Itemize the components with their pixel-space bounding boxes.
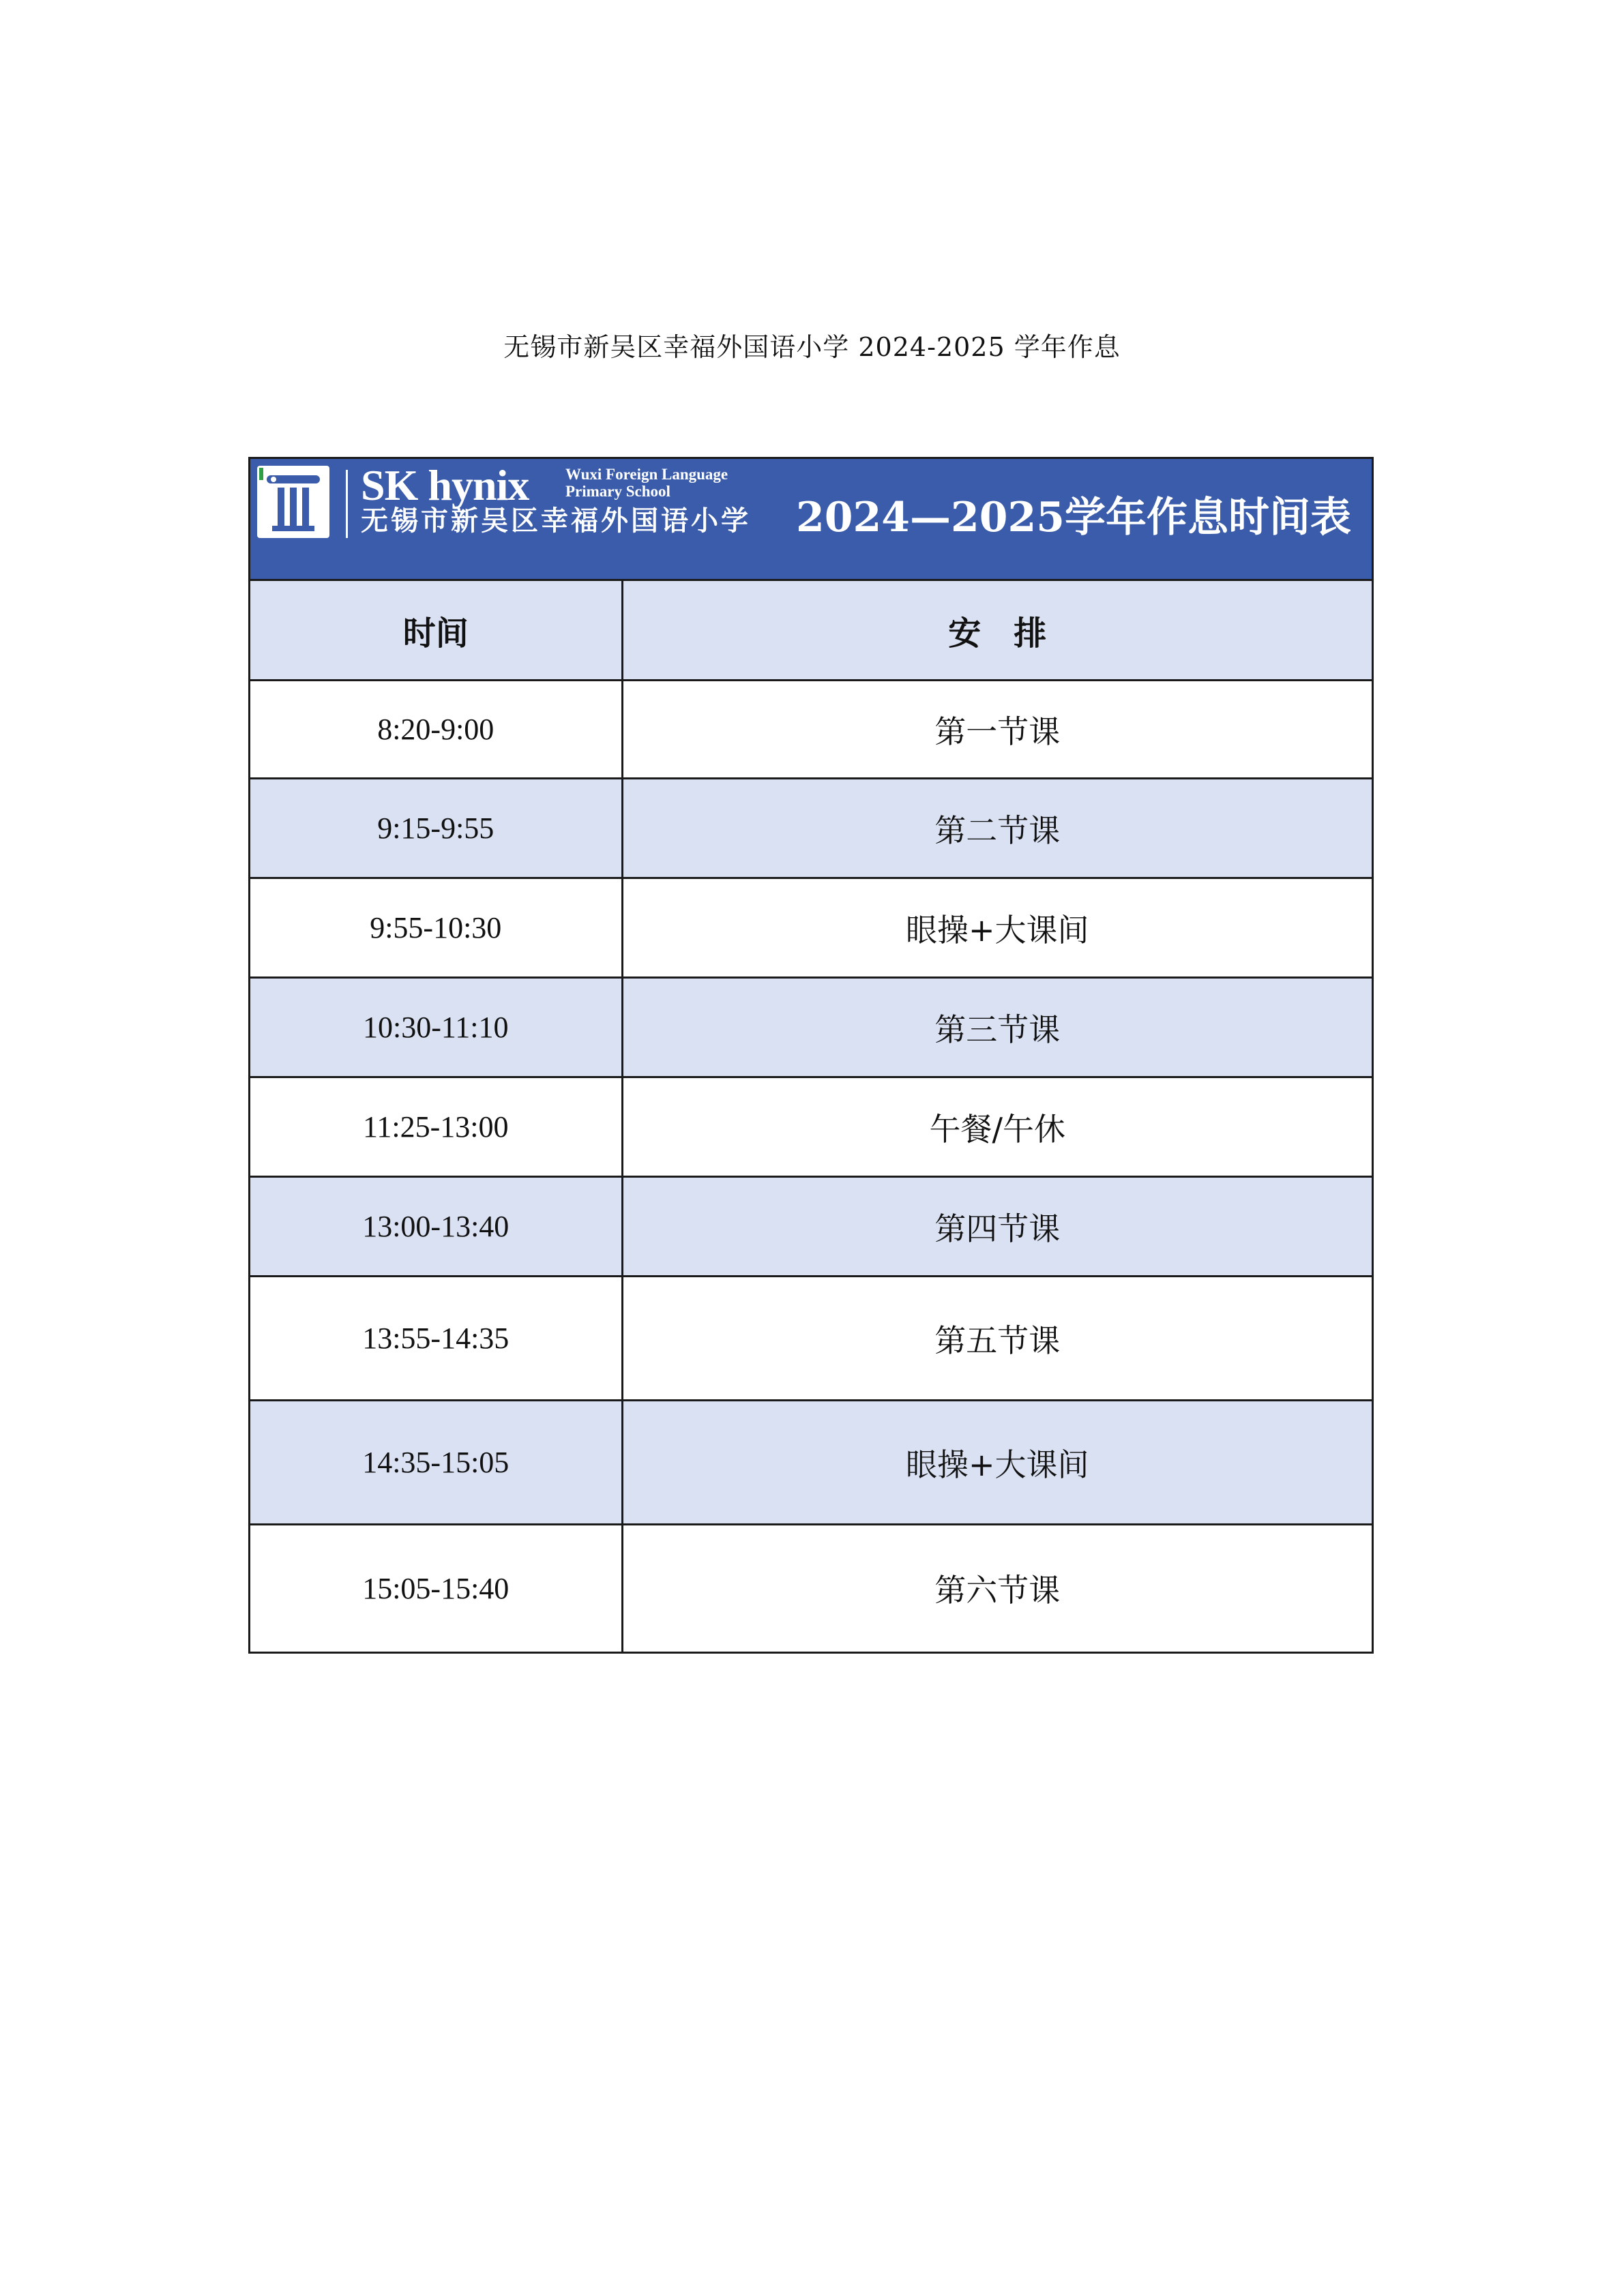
logo-divider — [346, 470, 348, 538]
time-cell: 13:55-14:35 — [250, 1277, 622, 1401]
activity-cell: 第六节课 — [622, 1525, 1372, 1652]
time-cell: 9:55-10:30 — [250, 878, 622, 978]
activity-cell: 眼操+大课间 — [622, 878, 1372, 978]
schedule-table — [250, 581, 1372, 1652]
schedule-table-container — [248, 457, 1374, 1654]
time-cell: 11:25-13:00 — [250, 1077, 622, 1177]
schedule-banner — [250, 459, 1372, 581]
activity-cell: 午餐/午休 — [622, 1077, 1372, 1177]
time-cell: 14:35-15:05 — [250, 1401, 622, 1525]
table-row — [250, 978, 1372, 1077]
activity-cell: 第五节课 — [622, 1277, 1372, 1401]
table-row — [250, 1277, 1372, 1401]
header-time: 时间 — [250, 581, 622, 681]
time-cell: 15:05-15:40 — [250, 1525, 622, 1652]
schedule-title: 2024—2025学年作息时间表 — [796, 494, 1351, 541]
table-row — [250, 779, 1372, 878]
table-row — [250, 878, 1372, 978]
table-row — [250, 1077, 1372, 1177]
logo-accent — [259, 468, 263, 480]
activity-cell: 第三节课 — [622, 978, 1372, 1077]
brand-subtitle — [565, 466, 728, 500]
table-header-row — [250, 581, 1372, 681]
school-name: 无锡市新吴区幸福外国语小学 — [361, 505, 751, 537]
time-cell: 13:00-13:40 — [250, 1177, 622, 1277]
time-cell: 10:30-11:10 — [250, 978, 622, 1077]
time-cell: 9:15-9:55 — [250, 779, 622, 878]
activity-cell: 第四节课 — [622, 1177, 1372, 1277]
brand-subtitle-line1: Wuxi Foreign Language — [565, 466, 728, 483]
time-cell: 8:20-9:00 — [250, 681, 622, 779]
activity-cell: 第二节课 — [622, 779, 1372, 878]
table-row — [250, 1177, 1372, 1277]
table-row — [250, 1401, 1372, 1525]
header-activity: 安 排 — [622, 581, 1372, 681]
document-title: 无锡市新吴区幸福外国语小学 2024-2025 学年作息 — [503, 332, 1121, 362]
table-row — [250, 681, 1372, 779]
table-row — [250, 1525, 1372, 1652]
building-pillar-icon — [257, 466, 329, 538]
brand-subtitle-line2: Primary School — [565, 483, 670, 500]
brand-name: SK hynix — [361, 461, 529, 509]
activity-cell: 第一节课 — [622, 681, 1372, 779]
activity-cell: 眼操+大课间 — [622, 1401, 1372, 1525]
